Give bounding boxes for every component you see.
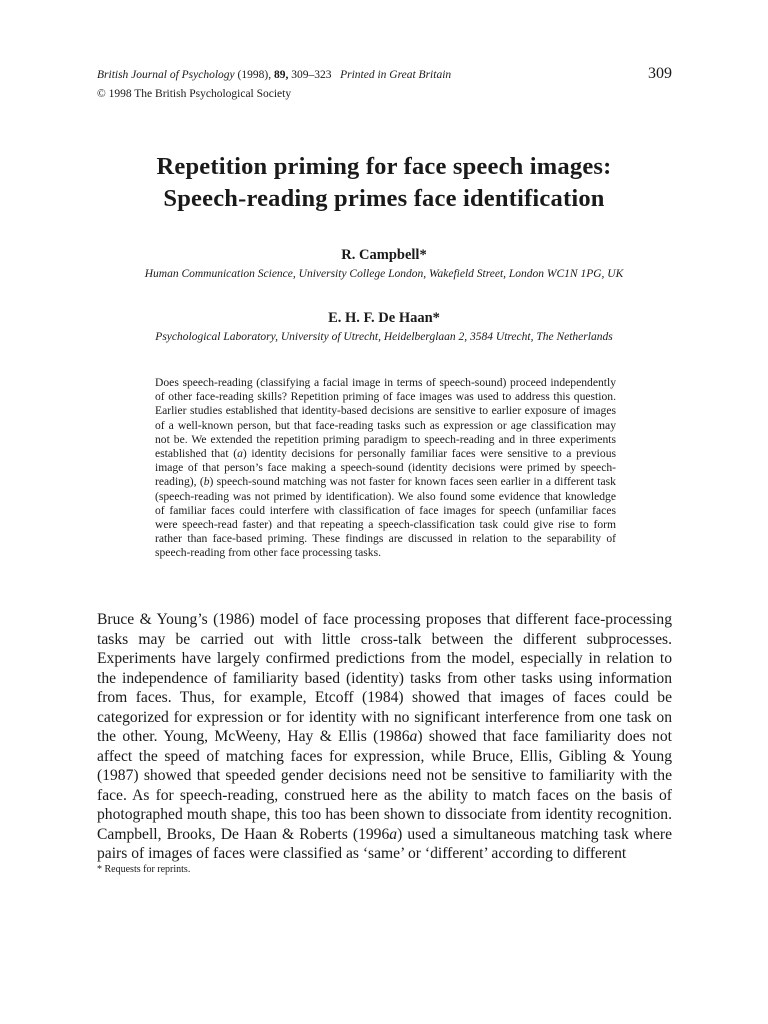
journal-year: (1998), <box>237 69 272 81</box>
journal-name: British Journal of Psychology <box>97 69 235 81</box>
body-text: Bruce & Young’s (1986) model of face processing proposes that different face-processing tasks may be carried out with little cross-talk between the different subprocesses. Experiments have largely confirmed predictions from the model, especially in relation to the independence of familiarity based (identity) tasks from other tasks using information from faces. Thus, for example, Etcoff (1984) showed that images of faces could be categorized for expression or for identity with no significant interference from one task on the other. Young, McWeeny, Hay & Ellis (1986 <box>97 611 672 745</box>
author-affiliation: Psychological Laboratory, University of Utrecht, Heidelberglaan 2, 3584 Utrecht, The Netherlands <box>155 331 613 343</box>
author-affiliation: Human Communication Science, University College London, Wakefield Street, London WC1N 1PG, UK <box>144 268 624 280</box>
abstract-marker: a <box>237 447 243 461</box>
copyright-line: © 1998 The British Psychological Society <box>97 88 292 100</box>
citation-line <box>97 66 672 85</box>
footnote: * Requests for reprints. <box>97 864 191 875</box>
abstract-text: ) speech-sound matching was not faster for known faces seen earlier in a different task (speech-reading was not primed by identification). We also found some evidence that knowledge of familiar faces could interfere with classification of face images for speech (unfamiliar faces were speech-read faster) and that repeating a speech-classification task could give rise to form rather than face-based priming. These findings are discussed in relation to the separability of speech-reading from other face processing tasks. <box>155 475 616 560</box>
author-name: E. H. F. De Haan* <box>328 310 440 326</box>
abstract-text: ) identity decisions for personally familiar faces were sensitive to a previous image of that person’s face making a speech-sound (identity decisions were primed by speech-reading), ( <box>155 447 616 489</box>
body-text: ) showed that face familiarity does not affect the speed of matching faces for expression, while Bruce, Ellis, Gibling & Young (1987) showed that speeded gender decisions need not be sensitive to familiarity with the face. As for speech-reading, construed here as the ability to match faces on the basis of photographed mouth shape, this too has been shown to dissociate from identity recognition. Campbell, Brooks, De Haan & Roberts (1996 <box>97 728 672 843</box>
reference-suffix: a <box>409 728 418 745</box>
body-paragraph <box>97 610 672 864</box>
abstract <box>155 376 616 561</box>
author-name: R. Campbell* <box>341 247 427 263</box>
paper-title <box>0 151 768 215</box>
journal-volume: 89, <box>273 69 289 81</box>
printed-note: Printed in Great Britain <box>340 69 452 81</box>
reference-suffix: a <box>389 825 398 843</box>
journal-header <box>97 66 672 104</box>
title-line-1: Repetition priming for face speech images: <box>156 153 612 180</box>
body-text: ) used a simultaneous matching task where pairs of images of faces were classified as ‘same’ or ‘different’ according to different <box>97 825 672 862</box>
page-number: 309 <box>648 65 672 82</box>
title-line-2: Speech-reading primes face identification <box>163 185 605 212</box>
abstract-text: Does speech-reading (classifying a facial image in terms of speech-sound) proceed independently of other face-reading skills? Repetition priming of face images was used to address this question. Earlier studies established that identity-based decisions are sensitive to earlier exposure of images of a well-known person, but that face-reading tasks such as expression or age classification may not be. We extended the repetition priming paradigm to speech-reading and in three experiments established that ( <box>155 376 616 461</box>
abstract-marker: b <box>203 475 210 489</box>
journal-pages: 309–323 <box>291 69 332 81</box>
